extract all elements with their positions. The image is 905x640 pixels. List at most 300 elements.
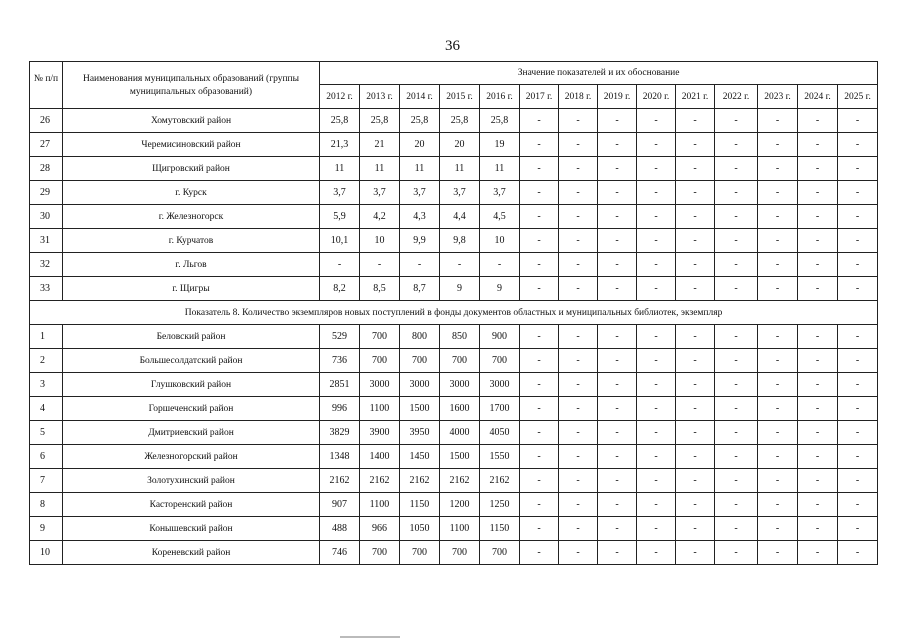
value-cell: 700 [360,541,400,565]
empty-value-cell: - [798,373,838,397]
empty-value-cell: - [637,445,676,469]
empty-value-cell: - [798,541,838,565]
row-number: 31 [30,229,63,253]
empty-value-cell: - [637,133,676,157]
empty-value-cell: - [758,445,798,469]
municipality-name: Горшеченский район [63,397,320,421]
empty-value-cell: - [715,205,758,229]
empty-value-cell: - [637,325,676,349]
value-cell: - [400,253,440,277]
empty-value-cell: - [520,325,559,349]
municipality-name: г. Курчатов [63,229,320,253]
table-row [30,109,878,133]
row-number: 7 [30,469,63,493]
value-cell: 1200 [440,493,480,517]
empty-value-cell: - [598,277,637,301]
column-header-values: Значение показателей и их обоснование [320,62,878,85]
empty-value-cell: - [637,397,676,421]
value-cell: 20 [400,133,440,157]
municipality-name: Касторенский район [63,493,320,517]
value-cell: 4,3 [400,205,440,229]
empty-value-cell: - [520,517,559,541]
empty-value-cell: - [520,277,559,301]
empty-value-cell: - [559,133,598,157]
empty-value-cell: - [838,253,878,277]
value-cell: 900 [480,325,520,349]
value-cell: 2851 [320,373,360,397]
empty-value-cell: - [676,229,715,253]
value-cell: 1600 [440,397,480,421]
table-row [30,517,878,541]
municipality-name: Глушковский район [63,373,320,397]
empty-value-cell: - [838,373,878,397]
value-cell: 1700 [480,397,520,421]
empty-value-cell: - [559,253,598,277]
empty-value-cell: - [520,421,559,445]
empty-value-cell: - [798,421,838,445]
row-number: 4 [30,397,63,421]
column-header-number: № п/п [30,62,63,109]
empty-value-cell: - [758,469,798,493]
municipality-name: г. Железногорск [63,205,320,229]
municipality-name: Большесолдатский район [63,349,320,373]
value-cell: 3000 [480,373,520,397]
value-cell: 746 [320,541,360,565]
empty-value-cell: - [559,109,598,133]
empty-value-cell: - [798,109,838,133]
year-header: 2015 г. [440,85,480,109]
table-row [30,325,878,349]
empty-value-cell: - [758,493,798,517]
empty-value-cell: - [520,445,559,469]
empty-value-cell: - [637,349,676,373]
municipality-name: Черемисиновский район [63,133,320,157]
table-row [30,397,878,421]
empty-value-cell: - [758,253,798,277]
empty-value-cell: - [676,469,715,493]
empty-value-cell: - [838,469,878,493]
empty-value-cell: - [798,277,838,301]
municipality-name: Дмитриевский район [63,421,320,445]
empty-value-cell: - [715,349,758,373]
row-number: 10 [30,541,63,565]
empty-value-cell: - [637,157,676,181]
empty-value-cell: - [676,205,715,229]
value-cell: 8,2 [320,277,360,301]
value-cell: 1250 [480,493,520,517]
row-number: 32 [30,253,63,277]
empty-value-cell: - [559,445,598,469]
empty-value-cell: - [598,109,637,133]
value-cell: 1400 [360,445,400,469]
empty-value-cell: - [758,325,798,349]
empty-value-cell: - [715,325,758,349]
indicators-table [29,61,878,565]
table-row [30,349,878,373]
year-header: 2017 г. [520,85,559,109]
empty-value-cell: - [676,445,715,469]
empty-value-cell: - [559,229,598,253]
municipality-name: Конышевский район [63,517,320,541]
empty-value-cell: - [838,157,878,181]
value-cell: 850 [440,325,480,349]
empty-value-cell: - [715,397,758,421]
empty-value-cell: - [598,157,637,181]
row-number: 8 [30,493,63,517]
value-cell: 1500 [440,445,480,469]
municipality-name: г. Курск [63,181,320,205]
value-cell: 25,8 [320,109,360,133]
value-cell: 3950 [400,421,440,445]
empty-value-cell: - [520,229,559,253]
empty-value-cell: - [637,421,676,445]
value-cell: 700 [360,349,400,373]
empty-value-cell: - [520,133,559,157]
value-cell: 3000 [400,373,440,397]
value-cell: 1050 [400,517,440,541]
value-cell: 700 [440,349,480,373]
value-cell: 3,7 [320,181,360,205]
value-cell: 700 [480,349,520,373]
empty-value-cell: - [559,157,598,181]
empty-value-cell: - [559,469,598,493]
value-cell: 4,2 [360,205,400,229]
empty-value-cell: - [798,253,838,277]
empty-value-cell: - [559,205,598,229]
empty-value-cell: - [559,541,598,565]
row-number: 2 [30,349,63,373]
empty-value-cell: - [520,157,559,181]
empty-value-cell: - [715,253,758,277]
value-cell: 9,9 [400,229,440,253]
value-cell: 700 [440,541,480,565]
value-cell: 3,7 [400,181,440,205]
value-cell: 996 [320,397,360,421]
table-row [30,373,878,397]
empty-value-cell: - [676,493,715,517]
empty-value-cell: - [598,181,637,205]
value-cell: - [480,253,520,277]
value-cell: 3000 [440,373,480,397]
empty-value-cell: - [758,181,798,205]
empty-value-cell: - [715,493,758,517]
empty-value-cell: - [798,397,838,421]
value-cell: 4000 [440,421,480,445]
empty-value-cell: - [559,397,598,421]
row-number: 29 [30,181,63,205]
empty-value-cell: - [520,397,559,421]
year-header: 2023 г. [758,85,798,109]
municipality-name: Хомутовский район [63,109,320,133]
municipality-name: Золотухинский район [63,469,320,493]
value-cell: 700 [400,541,440,565]
empty-value-cell: - [838,349,878,373]
empty-value-cell: - [520,253,559,277]
empty-value-cell: - [838,229,878,253]
empty-value-cell: - [598,397,637,421]
row-number: 6 [30,445,63,469]
municipality-name: г. Щигры [63,277,320,301]
empty-value-cell: - [559,325,598,349]
empty-value-cell: - [676,277,715,301]
empty-value-cell: - [637,109,676,133]
empty-value-cell: - [715,109,758,133]
municipality-name: Кореневский район [63,541,320,565]
value-cell: 19 [480,133,520,157]
year-header: 2012 г. [320,85,360,109]
value-cell: 2162 [480,469,520,493]
empty-value-cell: - [798,205,838,229]
row-number: 33 [30,277,63,301]
value-cell: - [320,253,360,277]
municipality-name: Беловский район [63,325,320,349]
empty-value-cell: - [676,157,715,181]
empty-value-cell: - [520,493,559,517]
empty-value-cell: - [520,109,559,133]
empty-value-cell: - [758,133,798,157]
empty-value-cell: - [559,349,598,373]
municipality-name: Щигровский район [63,157,320,181]
table-row [30,421,878,445]
empty-value-cell: - [676,181,715,205]
empty-value-cell: - [520,205,559,229]
empty-value-cell: - [676,541,715,565]
empty-value-cell: - [637,541,676,565]
value-cell: 25,8 [480,109,520,133]
empty-value-cell: - [598,493,637,517]
empty-value-cell: - [598,205,637,229]
value-cell: 529 [320,325,360,349]
empty-value-cell: - [637,493,676,517]
empty-value-cell: - [838,445,878,469]
value-cell: 800 [400,325,440,349]
value-cell: 10,1 [320,229,360,253]
empty-value-cell: - [676,349,715,373]
empty-value-cell: - [715,277,758,301]
empty-value-cell: - [520,181,559,205]
empty-value-cell: - [559,373,598,397]
value-cell: 5,9 [320,205,360,229]
empty-value-cell: - [637,469,676,493]
value-cell: 1500 [400,397,440,421]
value-cell: 11 [320,157,360,181]
table-row [30,229,878,253]
table-row [30,541,878,565]
empty-value-cell: - [637,517,676,541]
empty-value-cell: - [838,205,878,229]
value-cell: 25,8 [440,109,480,133]
empty-value-cell: - [676,325,715,349]
empty-value-cell: - [598,253,637,277]
value-cell: 11 [440,157,480,181]
year-header: 2014 г. [400,85,440,109]
empty-value-cell: - [758,109,798,133]
value-cell: - [440,253,480,277]
value-cell: 25,8 [400,109,440,133]
value-cell: 9 [440,277,480,301]
empty-value-cell: - [637,181,676,205]
value-cell: 3,7 [360,181,400,205]
value-cell: 10 [360,229,400,253]
value-cell: 1150 [400,493,440,517]
empty-value-cell: - [798,181,838,205]
value-cell: 2162 [400,469,440,493]
table-row [30,445,878,469]
empty-value-cell: - [798,157,838,181]
empty-value-cell: - [637,229,676,253]
empty-value-cell: - [758,229,798,253]
value-cell: 4050 [480,421,520,445]
year-header: 2019 г. [598,85,637,109]
empty-value-cell: - [598,421,637,445]
empty-value-cell: - [715,541,758,565]
value-cell: 11 [480,157,520,181]
empty-value-cell: - [798,469,838,493]
page-number: 36 [445,38,460,54]
table-row [30,157,878,181]
value-cell: 1100 [440,517,480,541]
value-cell: 4,4 [440,205,480,229]
year-header: 2016 г. [480,85,520,109]
value-cell: 488 [320,517,360,541]
value-cell: 11 [360,157,400,181]
empty-value-cell: - [676,517,715,541]
row-number: 9 [30,517,63,541]
value-cell: 966 [360,517,400,541]
table-row [30,253,878,277]
value-cell: 1100 [360,397,400,421]
empty-value-cell: - [758,277,798,301]
empty-value-cell: - [598,445,637,469]
empty-value-cell: - [758,517,798,541]
year-header: 2013 г. [360,85,400,109]
value-cell: 700 [360,325,400,349]
empty-value-cell: - [758,421,798,445]
empty-value-cell: - [758,205,798,229]
value-cell: 700 [480,541,520,565]
empty-value-cell: - [676,373,715,397]
empty-value-cell: - [520,541,559,565]
year-header: 2018 г. [559,85,598,109]
empty-value-cell: - [559,181,598,205]
row-number: 26 [30,109,63,133]
empty-value-cell: - [758,157,798,181]
value-cell: 1348 [320,445,360,469]
value-cell: 20 [440,133,480,157]
empty-value-cell: - [676,109,715,133]
value-cell: 9,8 [440,229,480,253]
row-number: 30 [30,205,63,229]
empty-value-cell: - [758,349,798,373]
empty-value-cell: - [798,349,838,373]
empty-value-cell: - [637,253,676,277]
row-number: 3 [30,373,63,397]
empty-value-cell: - [838,397,878,421]
value-cell: 700 [400,349,440,373]
table-row [30,469,878,493]
table-row [30,133,878,157]
row-number: 1 [30,325,63,349]
empty-value-cell: - [598,325,637,349]
empty-value-cell: - [559,421,598,445]
empty-value-cell: - [637,373,676,397]
municipality-name: г. Льгов [63,253,320,277]
empty-value-cell: - [715,445,758,469]
year-header: 2022 г. [715,85,758,109]
empty-value-cell: - [798,445,838,469]
empty-value-cell: - [598,373,637,397]
empty-value-cell: - [598,517,637,541]
empty-value-cell: - [798,325,838,349]
column-header-name: Наименования муниципальных образований (группы муниципальных образований) [63,62,320,109]
empty-value-cell: - [715,157,758,181]
empty-value-cell: - [715,133,758,157]
value-cell: 2162 [320,469,360,493]
value-cell: 1100 [360,493,400,517]
value-cell: 21,3 [320,133,360,157]
year-header: 2020 г. [637,85,676,109]
empty-value-cell: - [838,421,878,445]
empty-value-cell: - [559,277,598,301]
value-cell: 4,5 [480,205,520,229]
value-cell: 3900 [360,421,400,445]
value-cell: 3,7 [440,181,480,205]
empty-value-cell: - [520,349,559,373]
empty-value-cell: - [838,109,878,133]
empty-value-cell: - [598,229,637,253]
value-cell: 907 [320,493,360,517]
value-cell: 736 [320,349,360,373]
empty-value-cell: - [838,517,878,541]
empty-value-cell: - [838,277,878,301]
value-cell: 25,8 [360,109,400,133]
table-row [30,181,878,205]
value-cell: 2162 [360,469,400,493]
empty-value-cell: - [715,469,758,493]
empty-value-cell: - [838,181,878,205]
value-cell: 9 [480,277,520,301]
empty-value-cell: - [676,397,715,421]
empty-value-cell: - [637,277,676,301]
empty-value-cell: - [520,469,559,493]
empty-value-cell: - [637,205,676,229]
value-cell: 3,7 [480,181,520,205]
table-row [30,493,878,517]
value-cell: 1450 [400,445,440,469]
section-title: Показатель 8. Количество экземпляров новых поступлений в фонды документов областных и муниципальных библиотек, экземпляр [30,301,878,325]
row-number: 5 [30,421,63,445]
page-edge-mark [340,636,400,638]
value-cell: 21 [360,133,400,157]
municipality-name: Железногорский район [63,445,320,469]
empty-value-cell: - [838,493,878,517]
year-header: 2025 г. [838,85,878,109]
empty-value-cell: - [838,325,878,349]
table-row [30,205,878,229]
row-number: 27 [30,133,63,157]
value-cell: 2162 [440,469,480,493]
empty-value-cell: - [798,133,838,157]
empty-value-cell: - [758,541,798,565]
empty-value-cell: - [598,541,637,565]
empty-value-cell: - [676,253,715,277]
empty-value-cell: - [676,421,715,445]
empty-value-cell: - [758,373,798,397]
year-header: 2024 г. [798,85,838,109]
value-cell: - [360,253,400,277]
value-cell: 3000 [360,373,400,397]
value-cell: 1150 [480,517,520,541]
